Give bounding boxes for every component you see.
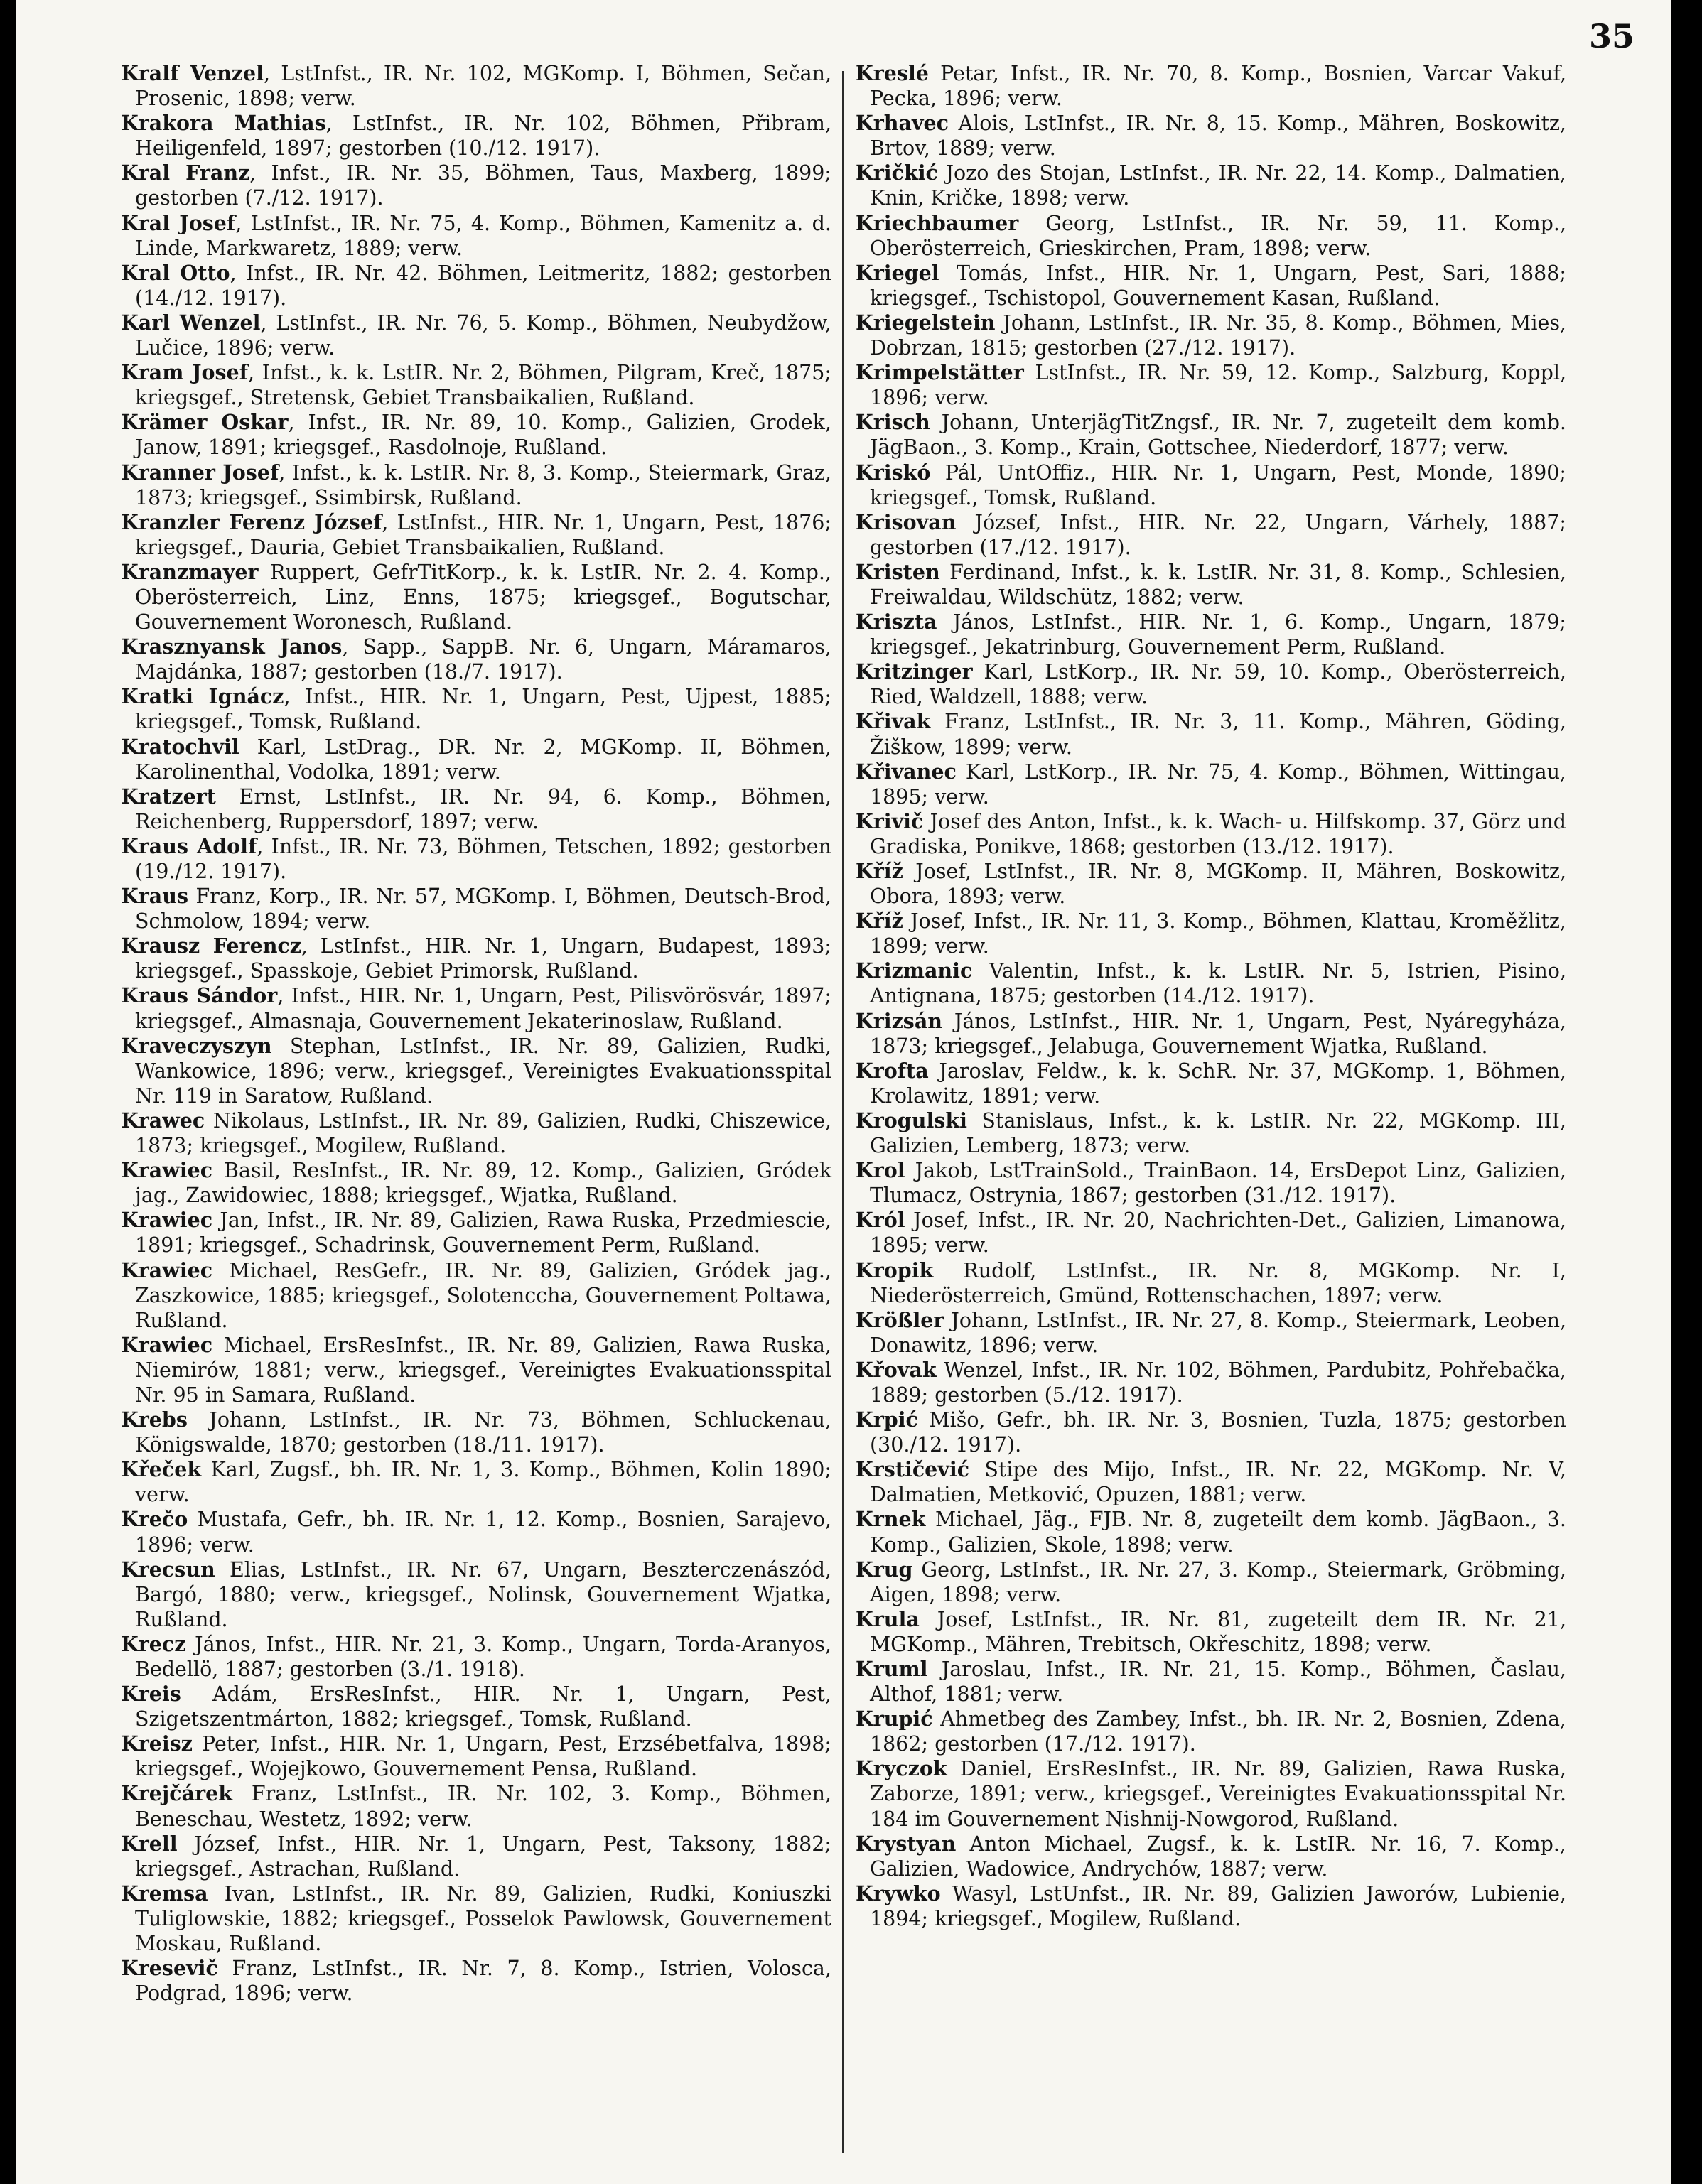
entry-details: Ernst, LstInfst., IR. Nr. 94, 6. Komp., Böhmen, Reichenberg, Ruppersdorf, 1897; verw. bbox=[135, 784, 831, 833]
entry-name: Krößler bbox=[856, 1307, 944, 1332]
entry-name: Kreis bbox=[121, 1682, 181, 1707]
entry-details: Alois, LstInfst., IR. Nr. 8, 15. Komp., Mähren, Boskowitz, Brtov, 1889; verw. bbox=[870, 112, 1566, 161]
entry-name: Krawiec bbox=[121, 1258, 213, 1282]
list-entry bbox=[856, 460, 1566, 510]
entry-details: , Infst., k. k. LstIR. Nr. 8, 3. Komp., Steiermark, Graz, 1873; kriegsgef., Ssimbirsk, Rußland. bbox=[135, 460, 831, 509]
list-entry bbox=[121, 310, 831, 360]
list-entry bbox=[121, 1731, 831, 1781]
entry-name: Krawiec bbox=[121, 1208, 213, 1233]
list-entry bbox=[121, 735, 831, 784]
entry-name: Krula bbox=[856, 1606, 920, 1631]
list-entry bbox=[121, 161, 831, 210]
entry-name: Kresevič bbox=[121, 1956, 218, 1981]
entry-details: Karl, Zugsf., bh. IR. Nr. 1, 3. Komp., Böhmen, Kolin 1890; verw. bbox=[135, 1458, 831, 1507]
list-entry bbox=[121, 1881, 831, 1956]
entry-details: Michael, ErsResInfst., IR. Nr. 89, Galizien, Rawa Ruska, Niemirów, 1881; verw., kriegsgef., Vereinigtes Evakuationsspital Nr. 95 in Samara, Rußland. bbox=[135, 1333, 831, 1407]
list-entry bbox=[121, 834, 831, 884]
entry-details: Stephan, LstInfst., IR. Nr. 89, Galizien, Rudki, Wankowice, 1896; verw., kriegsgef., Vereinigtes Evakuationsspital Nr. 119 in Saratow, Rußland. bbox=[135, 1034, 831, 1108]
entry-details: Valentin, Infst., k. k. LstIR. Nr. 5, Istrien, Pisino, Antignana, 1875; gestorben (14./12. 1917). bbox=[870, 959, 1566, 1008]
entry-name: Kralf Venzel bbox=[121, 61, 264, 85]
entry-name: Kriszta bbox=[856, 610, 937, 634]
list-entry bbox=[121, 784, 831, 834]
entry-details: Wenzel, Infst., IR. Nr. 102, Böhmen, Pardubitz, Pohřebačka, 1889; gestorben (5./12. 1917). bbox=[870, 1358, 1566, 1407]
entry-details: Pál, UntOffiz., HIR. Nr. 1, Ungarn, Pest, Monde, 1890; kriegsgef., Tomsk, Rußland. bbox=[870, 460, 1566, 509]
entry-name: Krell bbox=[121, 1831, 178, 1856]
list-entry bbox=[121, 111, 831, 161]
entry-name: Król bbox=[856, 1208, 905, 1233]
list-entry bbox=[856, 510, 1566, 560]
list-entry bbox=[856, 310, 1566, 360]
entry-name: Krizsán bbox=[856, 1008, 943, 1033]
list-entry bbox=[856, 261, 1566, 310]
entry-details: Rudolf, LstInfst., IR. Nr. 8, MGKomp. Nr. I, Niederösterreich, Gmünd, Rottenschachen, 1897; verw. bbox=[870, 1258, 1566, 1307]
entry-details: , LstInfst., HIR. Nr. 1, Ungarn, Budapest, 1893; kriegsgef., Spasskoje, Gebiet Primorsk, Rußland. bbox=[135, 934, 832, 983]
entry-details: Mišo, Gefr., bh. IR. Nr. 3, Bosnien, Tuzla, 1875; gestorben (30./12. 1917). bbox=[870, 1408, 1566, 1457]
entry-details: Ferdinand, Infst., k. k. LstIR. Nr. 31, 8. Komp., Schlesien, Freiwaldau, Wildschütz, 1882; verw. bbox=[870, 560, 1566, 609]
entry-name: Krhavec bbox=[856, 111, 949, 136]
list-entry bbox=[856, 410, 1566, 460]
entry-name: Krecz bbox=[121, 1631, 186, 1656]
list-entry bbox=[856, 859, 1566, 909]
entry-details: Peter, Infst., HIR. Nr. 1, Ungarn, Pest, Erzsébetfalva, 1898; kriegsgef., Wojejkowo, Gouvernement Pensa, Rußland. bbox=[135, 1732, 831, 1781]
entry-details: Petar, Infst., IR. Nr. 70, 8. Komp., Bosnien, Varcar Vakuf, Pecka, 1896; verw. bbox=[870, 62, 1566, 111]
entry-details: Karl, LstDrag., DR. Nr. 2, MGKomp. II, Böhmen, Karolinenthal, Vodolka, 1891; verw. bbox=[135, 735, 831, 784]
list-entry bbox=[856, 610, 1566, 659]
list-entry bbox=[856, 1208, 1566, 1258]
list-entry bbox=[856, 1457, 1566, 1507]
entry-details: Karl, LstKorp., IR. Nr. 59, 10. Komp., Oberösterreich, Ried, Waldzell, 1888; verw. bbox=[870, 660, 1566, 709]
entry-name: Kropik bbox=[856, 1258, 934, 1282]
list-entry bbox=[856, 560, 1566, 610]
entry-name: Krug bbox=[856, 1557, 913, 1582]
entry-name: Kremsa bbox=[121, 1881, 208, 1905]
entry-name: Kral Josef bbox=[121, 210, 236, 235]
entry-details: Ahmetbeg des Zambey, Infst., bh. IR. Nr. 2, Bosnien, Zdena, 1862; gestorben (17./12. 1917). bbox=[870, 1707, 1566, 1756]
entry-details: Jakob, LstTrainSold., TrainBaon. 14, ErsDepot Linz, Galizien, Tlumacz, Ostrynia, 1867; gestorben (31./12. 1917). bbox=[870, 1159, 1566, 1208]
entry-details: Basil, ResInfst., IR. Nr. 89, 12. Komp., Galizien, Gródek jag., Zawidowiec, 1888; kriegsgef., Wjatka, Rußland. bbox=[135, 1159, 831, 1208]
document-page bbox=[16, 0, 1671, 2184]
entry-details: Michael, ResGefr., IR. Nr. 89, Galizien, Gródek jag., Zaszkowice, 1885; kriegsgef., Solotenccha, Gouvernement Poltawa, Rußland. bbox=[135, 1258, 831, 1332]
entry-name: Kříž bbox=[856, 909, 903, 934]
list-entry bbox=[856, 1657, 1566, 1707]
list-entry bbox=[856, 161, 1566, 210]
entry-details: Wasyl, LstUnfst., IR. Nr. 89, Galizien Jaworów, Lubienie, 1894; kriegsgef., Mogilew, Rußland. bbox=[870, 1881, 1566, 1930]
entry-details: Mustafa, Gefr., bh. IR. Nr. 1, 12. Komp., Bosnien, Sarajevo, 1896; verw. bbox=[135, 1508, 831, 1557]
list-entry bbox=[856, 1707, 1566, 1756]
entry-name: Krisovan bbox=[856, 509, 957, 534]
entry-name: Krol bbox=[856, 1158, 905, 1183]
list-entry bbox=[856, 1507, 1566, 1557]
entry-name: Kraus Adolf bbox=[121, 833, 257, 858]
list-entry bbox=[856, 1881, 1566, 1931]
entry-details: Georg, LstInfst., IR. Nr. 27, 3. Komp., Steiermark, Gröbming, Aigen, 1898; verw. bbox=[870, 1557, 1566, 1606]
entry-name: Křeček bbox=[121, 1457, 202, 1482]
entry-details: Daniel, ErsResInfst., IR. Nr. 89, Galizien, Rawa Ruska, Zaborze, 1891; verw., kriegsgef., Vereinigtes Evakuationsspital Nr. 184 im Gouvernement Nishnij-Nowgorod, Rußland. bbox=[870, 1757, 1566, 1831]
list-entry bbox=[856, 1756, 1566, 1831]
list-entry bbox=[856, 1059, 1566, 1108]
entry-details: Jan, Infst., IR. Nr. 89, Galizien, Rawa Ruska, Przedmiescie, 1891; kriegsgef., Schadrinsk, Gouvernement Perm, Rußland. bbox=[135, 1209, 831, 1258]
entry-details: , Infst., HIR. Nr. 1, Ungarn, Pest, Ujpest, 1885; kriegsgef., Tomsk, Rußland. bbox=[135, 685, 831, 734]
entry-name: Krasznyansk Janos bbox=[121, 634, 343, 659]
list-entry bbox=[856, 958, 1566, 1008]
entry-details: Josef, LstInfst., IR. Nr. 8, MGKomp. II, Mähren, Boskowitz, Obora, 1893; verw. bbox=[870, 860, 1566, 909]
list-entry bbox=[856, 909, 1566, 958]
list-entry bbox=[121, 983, 831, 1033]
entry-name: Kričkić bbox=[856, 161, 938, 185]
entry-details: Nikolaus, LstInfst., IR. Nr. 89, Galizien, Rudki, Chiszewice, 1873; kriegsgef., Mogilew, Rußland. bbox=[135, 1108, 831, 1158]
list-entry bbox=[121, 1507, 831, 1557]
entry-name: Kriegelstein bbox=[856, 310, 996, 335]
entry-name: Krstičević bbox=[856, 1457, 970, 1482]
entry-name: Krebs bbox=[121, 1407, 188, 1432]
entry-details: Johann, UnterjägTitZngsf., IR. Nr. 7, zugeteilt dem komb. JägBaon., 3. Komp., Krain, Gottschee, Niederdorf, 1877; verw. bbox=[870, 411, 1566, 460]
list-entry bbox=[856, 1832, 1566, 1881]
right-column bbox=[856, 61, 1566, 1931]
list-entry bbox=[856, 709, 1566, 759]
list-entry bbox=[121, 1258, 831, 1333]
entry-name: Kranzmayer bbox=[121, 559, 259, 584]
list-entry bbox=[121, 1557, 831, 1632]
entry-details: Ruppert, GefrTitKorp., k. k. LstIR. Nr. 2. 4. Komp., Oberösterreich, Linz, Enns, 1875; kriegsgef., Bogutschar, Gouvernement Woronesch, Rußland. bbox=[135, 560, 831, 634]
entry-name: Krisch bbox=[856, 410, 930, 435]
list-entry bbox=[856, 1358, 1566, 1407]
list-entry bbox=[121, 1781, 831, 1831]
entry-name: Kriechbaumer bbox=[856, 210, 1019, 235]
list-entry bbox=[856, 211, 1566, 261]
entry-name: Krpić bbox=[856, 1407, 918, 1432]
list-entry bbox=[121, 884, 831, 934]
entry-name: Krausz Ferencz bbox=[121, 934, 301, 958]
entry-name: Krystyan bbox=[856, 1831, 957, 1856]
list-entry bbox=[856, 1557, 1566, 1607]
entry-details: Franz, LstInfst., IR. Nr. 7, 8. Komp., Istrien, Volosca, Podgrad, 1896; verw. bbox=[135, 1957, 831, 2006]
list-entry bbox=[856, 1607, 1566, 1657]
list-entry bbox=[856, 809, 1566, 859]
entry-name: Krejčárek bbox=[121, 1781, 232, 1806]
entry-details: LstInfst., IR. Nr. 59, 12. Komp., Salzburg, Koppl, 1896; verw. bbox=[870, 361, 1566, 410]
entry-name: Kreslé bbox=[856, 61, 929, 85]
entry-name: Kram Josef bbox=[121, 360, 248, 385]
entry-name: Kriegel bbox=[856, 260, 939, 285]
entry-name: Krupić bbox=[856, 1707, 933, 1731]
entry-details: , LstInfst., IR. Nr. 102, MGKomp. I, Böhmen, Sečan, Prosenic, 1898; verw. bbox=[135, 62, 831, 111]
entry-name: Krečo bbox=[121, 1507, 188, 1532]
entry-name: Kriskó bbox=[856, 460, 931, 485]
entry-name: Kryczok bbox=[856, 1756, 947, 1781]
list-entry bbox=[121, 1108, 831, 1158]
entry-details: Franz, Korp., IR. Nr. 57, MGKomp. I, Böhmen, Deutsch-Brod, Schmolow, 1894; verw. bbox=[135, 885, 831, 934]
entry-details: Josef des Anton, Infst., k. k. Wach- u. Hilfskomp. 37, Görz und Gradiska, Ponikve, 1868; gestorben (13./12. 1917). bbox=[870, 809, 1566, 858]
list-entry bbox=[856, 1009, 1566, 1059]
list-entry bbox=[121, 1208, 831, 1258]
list-entry bbox=[121, 61, 831, 111]
list-entry bbox=[121, 510, 831, 560]
entry-name: Krofta bbox=[856, 1058, 929, 1083]
entry-details: János, Infst., HIR. Nr. 21, 3. Komp., Ungarn, Torda-Aranyos, Bedellö, 1887; gestorben (3./1. 1918). bbox=[135, 1632, 831, 1681]
list-entry bbox=[121, 1158, 831, 1208]
entry-name: Kral Otto bbox=[121, 260, 230, 285]
entry-details: , Infst., IR. Nr. 42. Böhmen, Leitmeritz, 1882; gestorben (14./12. 1917). bbox=[135, 261, 831, 310]
entry-name: Krogulski bbox=[856, 1108, 967, 1132]
entry-details: Karl, LstKorp., IR. Nr. 75, 4. Komp., Böhmen, Wittingau, 1895; verw. bbox=[870, 759, 1566, 809]
entry-details: , Infst., HIR. Nr. 1, Ungarn, Pest, Pilisvörösvár, 1897; kriegsgef., Almasnaja, Gouvernement Jekaterinoslaw, Rußland. bbox=[135, 984, 831, 1033]
page-number: 35 bbox=[1588, 17, 1634, 55]
list-entry bbox=[121, 1407, 831, 1457]
entry-name: Kreisz bbox=[121, 1731, 193, 1756]
list-entry bbox=[856, 659, 1566, 709]
entry-details: Josef, LstInfst., IR. Nr. 81, zugeteilt dem IR. Nr. 21, MGKomp., Mähren, Trebitsch, Okřeschitz, 1898; verw. bbox=[870, 1607, 1566, 1656]
entry-details: Adám, ErsResInfst., HIR. Nr. 1, Ungarn, Pest, Szigetszentmárton, 1882; kriegsgef., Tomsk, Rußland. bbox=[135, 1682, 831, 1731]
list-entry bbox=[121, 560, 831, 634]
entry-name: Krivič bbox=[856, 809, 924, 833]
list-entry bbox=[856, 1158, 1566, 1208]
entry-details: Johann, LstInfst., IR. Nr. 35, 8. Komp., Böhmen, Mies, Dobrzan, 1815; gestorben (27./12. 1917). bbox=[870, 310, 1566, 360]
entry-details: , LstInfst., HIR. Nr. 1, Ungarn, Pest, 1876; kriegsgef., Dauria, Gebiet Transbaikalien, Rußland. bbox=[135, 510, 831, 559]
entry-details: Elias, LstInfst., IR. Nr. 67, Ungarn, Beszterczenászód, Bargó, 1880; verw., kriegsgef., Nolinsk, Gouvernement Wjatka, Rußland. bbox=[135, 1557, 831, 1631]
list-entry bbox=[856, 1258, 1566, 1308]
entry-details: , Infst., IR. Nr. 89, 10. Komp., Galizien, Grodek, Janow, 1891; kriegsgef., Rasdolnoje, Rußland. bbox=[135, 411, 831, 460]
entry-name: Křivak bbox=[856, 709, 931, 734]
list-entry bbox=[121, 360, 831, 410]
entry-name: Křivanec bbox=[856, 759, 957, 784]
list-entry bbox=[121, 934, 831, 983]
entry-name: Kratochvil bbox=[121, 734, 239, 759]
list-entry bbox=[121, 1832, 831, 1881]
entry-details: János, LstInfst., HIR. Nr. 1, Ungarn, Pest, Nyáregyháza, 1873; kriegsgef., Jelabuga, Gouvernement Wjatka, Rußland. bbox=[870, 1009, 1566, 1058]
list-entry bbox=[856, 61, 1566, 111]
entry-name: Krecsun bbox=[121, 1557, 215, 1582]
entry-name: Kratki Ignácz bbox=[121, 684, 284, 709]
entry-name: Kraus Sándor bbox=[121, 983, 278, 1008]
entry-name: Krywko bbox=[856, 1881, 941, 1905]
column-divider bbox=[842, 71, 844, 2153]
entry-name: Krakora Mathias bbox=[121, 111, 326, 136]
entry-details: , LstInfst., IR. Nr. 102, Böhmen, Přibram, Heiligenfeld, 1897; gestorben (10./12. 1917). bbox=[135, 112, 831, 161]
entry-details: József, Infst., HIR. Nr. 22, Ungarn, Várhely, 1887; gestorben (17./12. 1917). bbox=[870, 510, 1566, 559]
entry-name: Krimpelstätter bbox=[856, 360, 1024, 385]
entry-details: János, LstInfst., HIR. Nr. 1, 6. Komp., Ungarn, 1879; kriegsgef., Jekatrinburg, Gouvernement Perm, Rußland. bbox=[870, 610, 1566, 659]
list-entry bbox=[121, 211, 831, 261]
entry-details: Josef, Infst., IR. Nr. 20, Nachrichten-Det., Galizien, Limanowa, 1895; verw. bbox=[870, 1209, 1566, 1258]
entry-name: Křovak bbox=[856, 1357, 937, 1382]
left-column bbox=[121, 61, 831, 2006]
entry-name: Kranzler Ferenz József bbox=[121, 509, 382, 534]
list-entry bbox=[856, 111, 1566, 161]
entry-details: Franz, LstInfst., IR. Nr. 102, 3. Komp., Böhmen, Beneschau, Westetz, 1892; verw. bbox=[135, 1782, 831, 1831]
list-entry bbox=[856, 759, 1566, 809]
entry-name: Krämer Oskar bbox=[121, 410, 289, 435]
entry-details: Josef, Infst., IR. Nr. 11, 3. Komp., Böhmen, Klattau, Kroměžlitz, 1899; verw. bbox=[870, 909, 1566, 958]
entry-details: Anton Michael, Zugsf., k. k. LstIR. Nr. 16, 7. Komp., Galizien, Wadowice, Andrychów, 1887; verw. bbox=[870, 1832, 1566, 1881]
list-entry bbox=[121, 1333, 831, 1407]
entry-details: Jaroslav, Feldw., k. k. SchR. Nr. 37, MGKomp. 1, Böhmen, Krolawitz, 1891; verw. bbox=[870, 1059, 1566, 1108]
list-entry bbox=[856, 1308, 1566, 1358]
entry-details: , LstInfst., IR. Nr. 75, 4. Komp., Böhmen, Kamenitz a. d. Linde, Markwaretz, 1889; verw. bbox=[135, 211, 831, 260]
entry-details: , Sapp., SappB. Nr. 6, Ungarn, Máramaros, Majdánka, 1887; gestorben (18./7. 1917). bbox=[135, 635, 831, 684]
list-entry bbox=[121, 1034, 831, 1108]
list-entry bbox=[856, 1407, 1566, 1457]
list-entry bbox=[121, 684, 831, 734]
entry-details: Stipe des Mijo, Infst., IR. Nr. 22, MGKomp. Nr. V, Dalmatien, Metković, Opuzen, 1881; verw. bbox=[870, 1458, 1566, 1507]
entry-details: Georg, LstInfst., IR. Nr. 59, 11. Komp., Oberösterreich, Grieskirchen, Pram, 1898; verw. bbox=[870, 211, 1566, 260]
entry-details: Ivan, LstInfst., IR. Nr. 89, Galizien, Rudki, Koniuszki Tuliglowskie, 1882; kriegsgef., Posselok Pawlowsk, Gouvernement Moskau, Rußland. bbox=[135, 1881, 831, 1956]
entry-details: Johann, LstInfst., IR. Nr. 73, Böhmen, Schluckenau, Königswalde, 1870; gestorben (18./11. 1917). bbox=[135, 1408, 831, 1457]
entry-name: Kranner Josef bbox=[121, 460, 279, 485]
list-entry bbox=[121, 261, 831, 310]
entry-details: , LstInfst., IR. Nr. 76, 5. Komp., Böhmen, Neubydžow, Lučice, 1896; verw. bbox=[135, 310, 831, 360]
entry-details: , Infst., k. k. LstIR. Nr. 2, Böhmen, Pilgram, Kreč, 1875; kriegsgef., Stretensk, Gebiet Transbaikalien, Rußland. bbox=[135, 361, 831, 410]
list-entry bbox=[856, 1108, 1566, 1158]
entry-name: Kruml bbox=[856, 1657, 928, 1681]
entry-details: Tomás, Infst., HIR. Nr. 1, Ungarn, Pest, Sari, 1888; kriegsgef., Tschistopol, Gouvernement Kasan, Rußland. bbox=[870, 261, 1566, 310]
entry-name: Karl Wenzel bbox=[121, 310, 261, 335]
entry-name: Kristen bbox=[856, 559, 940, 584]
list-entry bbox=[121, 1632, 831, 1682]
entry-details: Michael, Jäg., FJB. Nr. 8, zugeteilt dem komb. JägBaon., 3. Komp., Galizien, Skole, 1898; verw. bbox=[870, 1508, 1566, 1557]
entry-name: Krawec bbox=[121, 1108, 205, 1132]
list-entry bbox=[121, 460, 831, 510]
entry-name: Kratzert bbox=[121, 784, 216, 809]
entry-name: Krizmanic bbox=[856, 958, 973, 983]
entry-name: Krnek bbox=[856, 1507, 926, 1532]
list-entry bbox=[856, 360, 1566, 410]
entry-name: Krawiec bbox=[121, 1332, 213, 1357]
list-entry bbox=[121, 1457, 831, 1507]
entry-details: József, Infst., HIR. Nr. 1, Ungarn, Pest, Taksony, 1882; kriegsgef., Astrachan, Rußland. bbox=[135, 1832, 831, 1881]
list-entry bbox=[121, 1956, 831, 2006]
entry-details: Jozo des Stojan, LstInfst., IR. Nr. 22, 14. Komp., Dalmatien, Knin, Kričke, 1898; verw. bbox=[870, 161, 1566, 210]
list-entry bbox=[121, 634, 831, 684]
entry-name: Kraus bbox=[121, 884, 189, 909]
entry-name: Kříž bbox=[856, 859, 903, 883]
entry-name: Krawiec bbox=[121, 1158, 213, 1183]
entry-name: Kritzinger bbox=[856, 659, 973, 684]
entry-name: Kral Franz bbox=[121, 161, 250, 185]
entry-details: Johann, LstInfst., IR. Nr. 27, 8. Komp., Steiermark, Leoben, Donawitz, 1896; verw. bbox=[870, 1308, 1566, 1357]
entry-name: Kraveczyszyn bbox=[121, 1033, 272, 1058]
list-entry bbox=[121, 1682, 831, 1731]
list-entry bbox=[121, 410, 831, 460]
entry-details: Stanislaus, Infst., k. k. LstIR. Nr. 22, MGKomp. III, Galizien, Lemberg, 1873; verw. bbox=[870, 1108, 1566, 1158]
entry-details: , Infst., IR. Nr. 35, Böhmen, Taus, Maxberg, 1899; gestorben (7./12. 1917). bbox=[135, 161, 831, 210]
entry-details: Jaroslau, Infst., IR. Nr. 21, 15. Komp., Böhmen, Časlau, Althof, 1881; verw. bbox=[870, 1658, 1566, 1707]
entry-details: , Infst., IR. Nr. 73, Böhmen, Tetschen, 1892; gestorben (19./12. 1917). bbox=[135, 834, 832, 883]
entry-details: Franz, LstInfst., IR. Nr. 3, 11. Komp., Mähren, Göding, Žiškow, 1899; verw. bbox=[870, 710, 1566, 759]
